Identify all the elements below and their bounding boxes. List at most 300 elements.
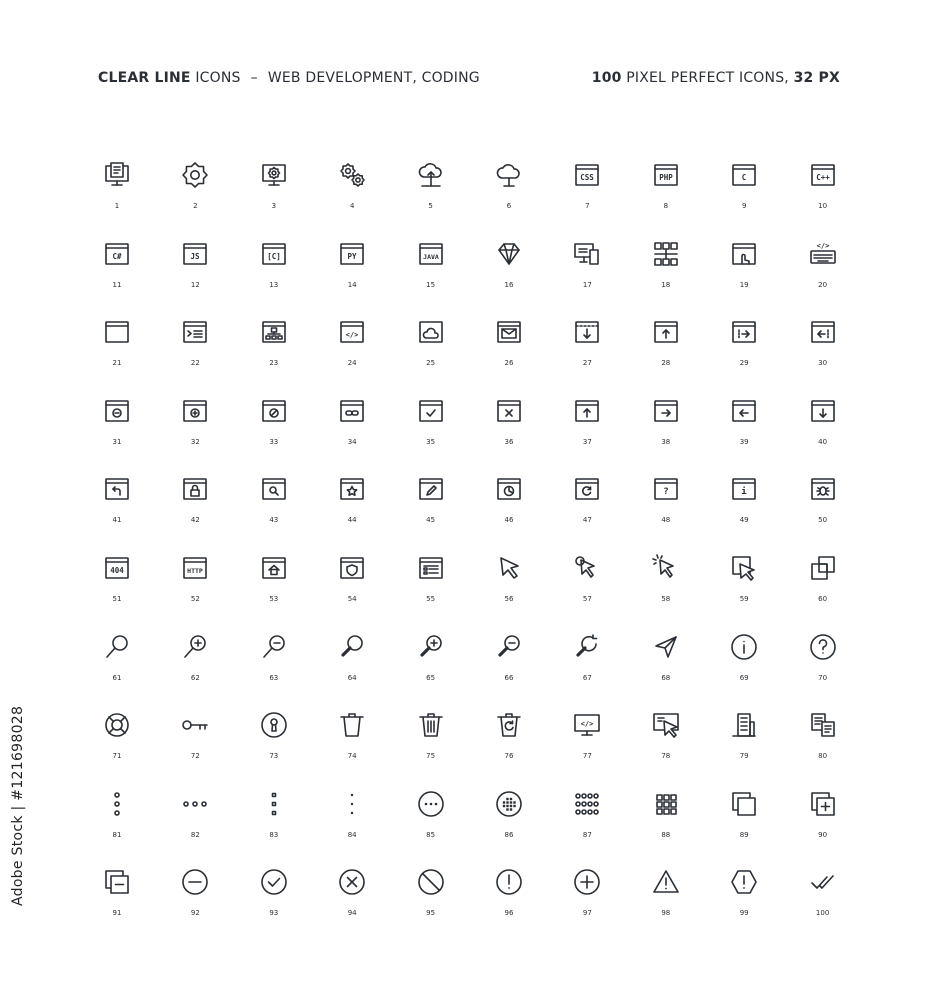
icon-cell-45 — [401, 474, 461, 544]
window-code-icon — [337, 317, 367, 347]
icon-number: 41 — [112, 516, 122, 525]
icon-number: 15 — [426, 280, 436, 289]
window-hand-icon — [729, 239, 759, 269]
icon-number: 92 — [190, 909, 200, 918]
icon-number: 83 — [269, 830, 279, 839]
icon-cell-34 — [322, 396, 382, 466]
header-count: 100 — [591, 70, 622, 86]
icon-cell-78 — [636, 710, 696, 780]
building-icon — [729, 710, 759, 740]
icon-number: 73 — [269, 752, 279, 761]
documents-icon — [808, 710, 838, 740]
squares-vertical-icon — [259, 789, 289, 819]
icon-cell-42 — [165, 474, 225, 544]
window-404-label: 404 — [110, 566, 124, 575]
window-bug-icon — [808, 474, 838, 504]
svg-text:</>: </> — [345, 331, 359, 340]
icon-number: 48 — [661, 516, 671, 525]
icon-cell-79 — [714, 710, 774, 780]
icon-number: 65 — [426, 673, 436, 682]
icon-number: 27 — [582, 359, 592, 368]
icon-cell-92 — [165, 867, 225, 937]
icon-number: 9 — [741, 202, 747, 210]
icon-number: 7 — [585, 202, 590, 210]
icon-number: 61 — [112, 673, 122, 682]
dots-horizontal-icon — [180, 789, 210, 819]
header-subtitle: WEB DEVELOPMENT, CODING — [267, 70, 480, 86]
icon-number: 56 — [504, 595, 514, 603]
icon-cell-52 — [165, 553, 225, 623]
python-file-label: PY — [347, 251, 357, 261]
icon-cell-53 — [244, 553, 304, 623]
icon-number: 100 — [815, 909, 830, 918]
icon-number: 45 — [426, 516, 436, 525]
dots-vertical-icon — [102, 789, 132, 819]
zoom-in-bold-icon — [416, 632, 446, 662]
window-close-icon — [494, 396, 524, 426]
icon-cell-21 — [87, 317, 147, 387]
icon-cell-3 — [244, 160, 304, 230]
java-file-icon — [416, 239, 446, 269]
window-block-icon — [259, 396, 289, 426]
window-search-icon — [259, 474, 289, 504]
more-circle-icon — [416, 789, 446, 819]
window-document-icon — [416, 553, 446, 583]
icon-number: 21 — [112, 359, 122, 368]
keyhole-icon — [259, 710, 289, 740]
cpp-file-label: C++ — [815, 173, 830, 182]
icon-cell-71 — [87, 710, 147, 780]
icon-cell-69 — [714, 632, 774, 702]
icon-number: 43 — [269, 516, 279, 525]
window-arrow-down-icon — [808, 396, 838, 426]
icon-number: 36 — [504, 437, 514, 446]
icon-number: 35 — [426, 437, 436, 446]
icon-cell-77 — [557, 710, 617, 780]
magnifier-bold-icon — [337, 632, 367, 662]
icon-number: 71 — [112, 752, 122, 761]
window-plus-icon — [180, 396, 210, 426]
icon-cell-50 — [793, 474, 853, 544]
icon-number: 2 — [193, 202, 198, 210]
check-circle-icon — [259, 867, 289, 897]
icon-number: 11 — [112, 280, 122, 289]
icon-number: 59 — [739, 595, 749, 603]
key-icon — [180, 710, 210, 740]
window-arrow-left-icon — [808, 317, 838, 347]
browser-window-icon — [102, 317, 132, 347]
icon-cell-93 — [244, 867, 304, 937]
icon-number: 33 — [269, 437, 279, 446]
screen-cursor-icon — [651, 710, 681, 740]
php-file-icon — [651, 160, 681, 190]
icon-cell-90 — [793, 789, 853, 859]
icon-cell-1 — [87, 160, 147, 230]
icon-cell-38 — [636, 396, 696, 466]
alert-circle-icon — [494, 867, 524, 897]
alert-hexagon-icon — [729, 867, 759, 897]
icon-number: 25 — [426, 359, 436, 368]
watermark-text: Adobe Stock | #121698028 — [10, 705, 26, 906]
icon-cell-7 — [557, 160, 617, 230]
icon-number: 53 — [269, 595, 279, 603]
icon-cell-47 — [557, 474, 617, 544]
monitor-code-icon — [102, 160, 132, 190]
icon-number: 93 — [269, 909, 279, 918]
window-terminal-icon — [180, 317, 210, 347]
icon-cell-5 — [401, 160, 461, 230]
copy-icon — [729, 789, 759, 819]
icon-number: 90 — [818, 830, 828, 839]
icon-cell-16 — [479, 239, 539, 309]
header-title-bold: CLEAR LINE — [98, 70, 191, 86]
icon-cell-14 — [322, 239, 382, 309]
icon-number: 80 — [818, 752, 828, 761]
icon-number: 30 — [818, 359, 828, 368]
icon-cell-41 — [87, 474, 147, 544]
icon-cell-64 — [322, 632, 382, 702]
icon-number: 57 — [582, 595, 592, 603]
close-circle-icon — [337, 867, 367, 897]
icon-number: 66 — [504, 673, 514, 682]
window-return-icon — [102, 474, 132, 504]
icon-cell-44 — [322, 474, 382, 544]
minus-circle-icon — [180, 867, 210, 897]
window-sitemap-icon — [259, 317, 289, 347]
icon-cell-10 — [793, 160, 853, 230]
icon-cell-26 — [479, 317, 539, 387]
icon-cell-13 — [244, 239, 304, 309]
icon-number: 13 — [269, 280, 279, 289]
java-file-label: JAVA — [422, 252, 439, 261]
window-arrow-right-2-icon — [651, 396, 681, 426]
csharp-file-icon — [102, 239, 132, 269]
icon-number: 79 — [739, 752, 749, 761]
icon-number: 51 — [112, 595, 122, 603]
php-file-label: PHP — [659, 173, 673, 182]
icon-number: 63 — [269, 673, 279, 682]
icon-cell-100 — [793, 867, 853, 937]
responsive-devices-icon — [572, 239, 602, 269]
icon-cell-23 — [244, 317, 304, 387]
icon-number: 97 — [582, 909, 592, 918]
icon-cell-73 — [244, 710, 304, 780]
icon-cell-51 — [87, 553, 147, 623]
window-lock-icon — [180, 474, 210, 504]
js-file-icon — [180, 239, 210, 269]
svg-text:?: ? — [663, 487, 669, 498]
icon-number: 4 — [349, 202, 355, 210]
icon-number: 50 — [818, 516, 828, 525]
window-upload-icon — [651, 317, 681, 347]
icon-cell-83 — [244, 789, 304, 859]
svg-text:i: i — [741, 487, 747, 498]
icon-cell-37 — [557, 396, 617, 466]
icon-cell-80 — [793, 710, 853, 780]
icon-number: 20 — [818, 280, 828, 289]
icon-cell-75 — [401, 710, 461, 780]
icon-number: 78 — [661, 752, 671, 761]
icon-cell-39 — [714, 396, 774, 466]
header-dash: – — [250, 70, 258, 86]
icon-number: 72 — [190, 752, 200, 761]
c-bracket-file-label: [C] — [267, 251, 281, 261]
lifebuoy-icon — [102, 710, 132, 740]
cursor-click-icon — [651, 553, 681, 583]
window-arrow-left-2-icon — [729, 396, 759, 426]
info-circle-icon — [729, 632, 759, 662]
trash-recycle-icon — [494, 710, 524, 740]
icon-cell-12 — [165, 239, 225, 309]
icon-number: 76 — [504, 752, 514, 761]
icon-number: 29 — [739, 359, 749, 368]
icon-number: 81 — [112, 830, 122, 839]
icon-cell-99 — [714, 867, 774, 937]
ruby-gem-icon — [494, 239, 524, 269]
icon-number: 75 — [426, 752, 436, 761]
icon-number: 14 — [347, 280, 357, 289]
c-bracket-file-icon — [259, 239, 289, 269]
icon-cell-89 — [714, 789, 774, 859]
icon-number: 88 — [661, 830, 671, 839]
icon-cell-28 — [636, 317, 696, 387]
icon-cell-49 — [714, 474, 774, 544]
window-question-icon — [651, 474, 681, 504]
icon-cell-11 — [87, 239, 147, 309]
icon-cell-2 — [165, 160, 225, 230]
icon-cell-86 — [479, 789, 539, 859]
window-star-icon — [337, 474, 367, 504]
icon-cell-27 — [557, 317, 617, 387]
icon-cell-96 — [479, 867, 539, 937]
icon-number: 96 — [504, 909, 514, 918]
icon-number: 95 — [426, 909, 436, 918]
icon-number: 49 — [739, 516, 749, 525]
icon-cell-18 — [636, 239, 696, 309]
cloud-network-icon — [494, 160, 524, 190]
dots-vertical-small-icon — [337, 789, 367, 819]
icon-cell-70 — [793, 632, 853, 702]
icon-number: 68 — [661, 673, 671, 682]
icon-number: 60 — [818, 595, 828, 603]
icon-cell-91 — [87, 867, 147, 937]
window-404-icon — [102, 553, 132, 583]
icon-number: 99 — [739, 909, 749, 918]
window-http-icon — [180, 553, 210, 583]
icon-number: 54 — [347, 595, 357, 603]
icon-number: 84 — [347, 830, 357, 839]
icon-number: 89 — [739, 830, 749, 839]
cursor-box-icon — [729, 553, 759, 583]
icon-cell-66 — [479, 632, 539, 702]
icon-number: 23 — [269, 359, 279, 368]
watermark — [6, 705, 30, 906]
icon-cell-9 — [714, 160, 774, 230]
icon-cell-72 — [165, 710, 225, 780]
icon-number: 22 — [190, 359, 200, 368]
icon-number: 12 — [190, 280, 200, 289]
window-edit-icon — [416, 474, 446, 504]
icon-number: 16 — [504, 280, 514, 289]
header-size: 32 PX — [793, 70, 840, 86]
window-chart-icon — [494, 474, 524, 504]
icon-cell-84 — [322, 789, 382, 859]
icon-cell-58 — [636, 553, 696, 623]
cursor-hover-icon — [572, 553, 602, 583]
icon-cell-36 — [479, 396, 539, 466]
icon-cell-54 — [322, 553, 382, 623]
icon-cell-61 — [87, 632, 147, 702]
icon-cell-85 — [401, 789, 461, 859]
icon-number: 98 — [661, 909, 671, 918]
c-file-label: C — [741, 173, 747, 182]
icon-number: 74 — [347, 752, 357, 761]
keyboard-code-icon — [808, 239, 838, 269]
sitemap-icon — [651, 239, 681, 269]
icon-cell-24 — [322, 317, 382, 387]
send-arrow-icon — [651, 632, 681, 662]
c-file-icon — [729, 160, 759, 190]
icon-cell-29 — [714, 317, 774, 387]
icon-number: 91 — [112, 909, 122, 918]
plus-circle-icon — [572, 867, 602, 897]
icon-cell-32 — [165, 396, 225, 466]
window-info-icon — [729, 474, 759, 504]
icon-number: 8 — [663, 202, 669, 210]
icon-cell-4 — [322, 160, 382, 230]
icon-number: 86 — [504, 830, 514, 839]
icon-number: 46 — [504, 516, 514, 525]
icon-cell-67 — [557, 632, 617, 702]
icon-number: 38 — [661, 437, 671, 446]
icon-cell-65 — [401, 632, 461, 702]
icon-cell-95 — [401, 867, 461, 937]
icon-cell-74 — [322, 710, 382, 780]
icon-cell-20 — [793, 239, 853, 309]
icon-number: 19 — [739, 280, 749, 289]
copy-remove-icon — [102, 867, 132, 897]
icon-cell-59 — [714, 553, 774, 623]
icon-cell-63 — [244, 632, 304, 702]
zoom-in-icon — [180, 632, 210, 662]
icon-number: 67 — [582, 673, 592, 682]
window-minus-icon — [102, 396, 132, 426]
icon-cell-62 — [165, 632, 225, 702]
icon-number: 47 — [582, 516, 592, 525]
css-file-icon — [572, 160, 602, 190]
copy-add-icon — [808, 789, 838, 819]
icon-number: 52 — [190, 595, 200, 603]
icon-number: 28 — [661, 359, 671, 368]
window-cloud-icon — [416, 317, 446, 347]
icon-cell-8 — [636, 160, 696, 230]
icon-cell-81 — [87, 789, 147, 859]
window-link-icon — [337, 396, 367, 426]
warning-triangle-icon — [651, 867, 681, 897]
icon-cell-68 — [636, 632, 696, 702]
icon-number: 42 — [190, 516, 200, 525]
icon-cell-55 — [401, 553, 461, 623]
icon-cell-17 — [557, 239, 617, 309]
icon-cell-56 — [479, 553, 539, 623]
icon-cell-31 — [87, 396, 147, 466]
icon-number: 94 — [347, 909, 357, 918]
zoom-out-icon — [259, 632, 289, 662]
icon-cell-22 — [165, 317, 225, 387]
python-file-icon — [337, 239, 367, 269]
window-http-label: HTTP — [187, 567, 204, 575]
icon-number: 70 — [818, 673, 828, 682]
window-home-icon — [259, 553, 289, 583]
question-circle-icon — [808, 632, 838, 662]
icon-cell-46 — [479, 474, 539, 544]
icon-cell-30 — [793, 317, 853, 387]
icon-cell-60 — [793, 553, 853, 623]
icon-number: 18 — [661, 280, 671, 289]
icon-number: 10 — [818, 202, 828, 210]
grid-circle-icon — [494, 789, 524, 819]
icon-cell-15 — [401, 239, 461, 309]
js-file-label: JS — [190, 251, 200, 261]
icon-number: 32 — [190, 437, 200, 446]
header-title-rest: ICONS — [190, 70, 241, 86]
block-circle-icon — [416, 867, 446, 897]
cpp-file-icon — [808, 160, 838, 190]
icon-number: 87 — [582, 830, 592, 839]
icon-cell-43 — [244, 474, 304, 544]
icon-cell-57 — [557, 553, 617, 623]
icon-number: 5 — [428, 202, 433, 210]
gears-icon — [337, 160, 367, 190]
icon-number: 44 — [347, 516, 357, 525]
icon-cell-33 — [244, 396, 304, 466]
icon-cell-6 — [479, 160, 539, 230]
icon-cell-94 — [322, 867, 382, 937]
icon-cell-48 — [636, 474, 696, 544]
icon-cell-87 — [557, 789, 617, 859]
gear-icon — [180, 160, 210, 190]
window-check-icon — [416, 396, 446, 426]
icon-number: 39 — [739, 437, 749, 446]
icon-number: 34 — [347, 437, 357, 446]
svg-text:</>: </> — [816, 241, 829, 250]
trash-full-icon — [416, 710, 446, 740]
icon-cell-25 — [401, 317, 461, 387]
magnifier-icon — [102, 632, 132, 662]
cloud-upload-icon — [416, 160, 446, 190]
trash-icon — [337, 710, 367, 740]
double-check-icon — [808, 867, 838, 897]
squares-grid-icon — [651, 789, 681, 819]
icon-cell-88 — [636, 789, 696, 859]
icon-number: 26 — [504, 359, 514, 368]
icon-cell-76 — [479, 710, 539, 780]
svg-text:</>: </> — [581, 720, 594, 729]
icon-number: 55 — [426, 595, 436, 603]
dots-grid-icon — [572, 789, 602, 819]
icon-cell-40 — [793, 396, 853, 466]
window-refresh-icon — [572, 474, 602, 504]
icon-number: 62 — [190, 673, 200, 682]
icon-number: 40 — [818, 437, 828, 446]
icon-number: 24 — [347, 359, 357, 368]
icon-cell-98 — [636, 867, 696, 937]
header-info-text: PIXEL PERFECT ICONS, — [621, 70, 794, 86]
icon-number: 17 — [582, 280, 592, 289]
monitor-code-2-icon — [572, 710, 602, 740]
csharp-file-label: C# — [112, 251, 122, 261]
icon-number: 1 — [114, 202, 120, 210]
